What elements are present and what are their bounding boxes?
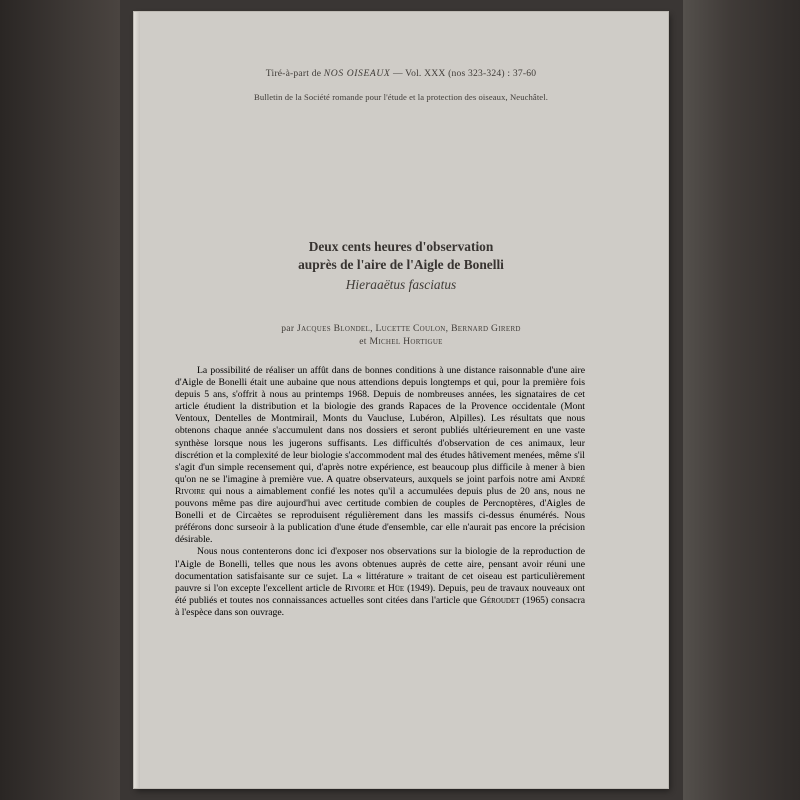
species-name: Hieraaëtus fasciatus (345, 277, 457, 292)
authors-line1: par Jacques Blondel, Lucette Coulon, Bernard Girerd (281, 323, 521, 334)
paragraph-2-text-a: Nous nous contenterons donc ici d'exposer nos observations sur la biologie de la reproduction de l'Aigle de Bonelli, telles que nous les avons obtenues auprès de cette aire, pensant avoir réuni une documentation satisfaisante sur ce sujet. La « littérature » traitant de cet oiseau est particulièrement pauvre si l'on excepte l'excellent article de (175, 546, 585, 594)
background-right (683, 0, 800, 800)
article-title-line1: Deux cents heures d'observation (308, 239, 494, 254)
page-spine (134, 12, 140, 788)
paragraph-1 (175, 365, 585, 546)
header-volume: — Vol. XXX (nos 323-324) : 37-60 (390, 68, 537, 79)
authors-prefix: par (281, 323, 298, 334)
paragraph-1-text-a: La possibilité de réaliser un affût dans de bonnes conditions à une distance raisonnable d'une aire d'Aigle de Bonelli était une aubaine que nous attendions depuis longtemps et qui, pour la première fois depuis 5 ans, s'offrit à nous au printemps 1968. Depuis de nombreuses années, les signataires de cet article étudient la distribution et la biologie des grands Rapaces de la Provence occidentale (Mont Ventoux, Dentelles de Montmirail, Monts du Vaucluse, Lubéron, Alpilles). Les résultats que nous obtenons chaque année s'accumulent dans nos dossiers et seront publiés ultérieurement en une vaste synthèse lorsque nous les jugerons suffisants. Les difficultés d'observation de ces animaux, leur discrétion et la complexité de leur biologie s'accommodent mal des études hâtivement menées, même s'il s'agit d'un simple recensement qui, d'après notre expérience, est beaucoup plus difficile à mener à bien qu'on ne se l'imagine à première vue. A quatre observateurs, auxquels se joint parfois notre ami (175, 365, 585, 485)
cited-name-rivoire: André Rivoire (175, 473, 585, 497)
paragraph-2-text-c: (1965) consacra à l'espèce dans son ouvrage. (175, 594, 585, 618)
article-title-line2: auprès de l'aire de l'Aigle de Bonelli (298, 257, 504, 272)
author-3: Bernard Girerd (451, 323, 521, 334)
author-2: Lucette Coulon (375, 323, 446, 334)
reprint-header (134, 68, 668, 79)
paragraph-2 (175, 546, 585, 619)
background-left (0, 0, 120, 800)
authors-conj: et (359, 336, 370, 347)
paragraph-2-text-b: (1949). Depuis, peu de travaux nouveaux ont été publiés et toutes nos connaissances actuelles sont citées dans l'article que (175, 582, 585, 606)
cited-name-hue: Hüe (387, 582, 405, 594)
article-body (175, 365, 585, 619)
paragraph-1-text-b: qui nous a aimablement confié les notes qu'il a accumulées depuis plus de 20 ans, nous ne pouvons même pas dire aujourd'hui avec certitude combien de couples de Percnoptères, d'Aigles de Bonelli et de Circaètes se reproduisent régulièrement dans les massifs ci-dessus énumérés. Nous préférons donc surseoir à la publication d'une étude d'ensemble, car elle n'aurait pas encore la précision désirable. (175, 485, 585, 546)
header-prefix: Tiré-à-part de (265, 68, 324, 79)
cited-name-rivoire-2: Rivoire (344, 582, 375, 594)
author-4: Michel Hortigue (369, 336, 443, 347)
journal-name: NOS OISEAUX (323, 68, 391, 79)
paragraph-2-and: et (374, 582, 388, 594)
cited-name-geroudet: Géroudet (479, 594, 520, 606)
author-1: Jacques Blondel (297, 323, 371, 334)
bulletin-line: Bulletin de la Société romande pour l'étude et la protection des oiseaux, Neuchâtel. (254, 92, 548, 102)
authors-line2 (134, 336, 668, 347)
